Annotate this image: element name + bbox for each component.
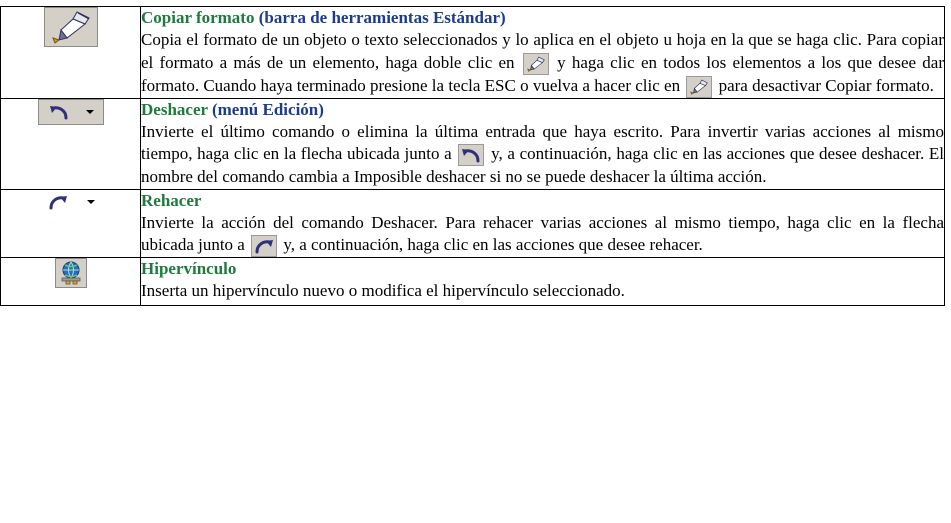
entry-title: Copiar formato (barra de herramientas Estándar) (141, 8, 506, 27)
entry-paragraph-3: para desactivar Copiar formato. (718, 75, 934, 95)
undo-arrow-icon (47, 102, 71, 122)
icon-cell (1, 258, 141, 306)
table-row (1, 258, 945, 306)
entry-paragraph-2: y haga clic en todos los elementos a los que desee dar formato. Cuando haya terminado presione la tecla ESC o vuelva a hacer clic en (141, 52, 945, 95)
entry-text-cell (141, 7, 945, 99)
icon-cell (1, 7, 141, 99)
table-row (1, 189, 945, 258)
format-painter-inline-icon-2[interactable] (686, 76, 712, 98)
entry-title: Rehacer (141, 190, 202, 210)
entry-body (141, 29, 944, 98)
entry-paragraph-2: y, a continuación, haga clic en las acciones que desee rehacer. (283, 235, 703, 255)
redo-dropdown-icon[interactable] (38, 190, 104, 216)
format-painter-icon[interactable] (44, 7, 98, 47)
table-row (1, 7, 945, 99)
redo-arrow-icon (46, 192, 70, 212)
chevron-down-icon[interactable] (87, 200, 95, 204)
icon-cell (1, 189, 141, 258)
entry-paragraph-1: Invierte el último comando o elimina la última entrada que haya escrito. Para invertir varias acciones al mismo tiempo, haga clic en la flecha ubicada junto a (141, 121, 944, 164)
entry-paragraph-1: Inserta un hipervínculo nuevo o modifica el hipervínculo seleccionado. (141, 281, 625, 301)
entry-text-cell (141, 258, 945, 306)
entry-title: Deshacer (menú Edición) (141, 99, 324, 119)
icon-cell (1, 98, 141, 189)
format-painter-inline-icon[interactable] (523, 53, 549, 75)
entry-body (141, 212, 944, 258)
entry-paragraph-2: y, a continuación, haga clic en las acciones que desee deshacer. El nombre del comando cambia a Imposible deshacer si no se puede deshacer la última acción. (141, 144, 945, 187)
undo-inline-icon[interactable] (458, 144, 484, 166)
entry-text-cell (141, 98, 945, 189)
redo-inline-icon[interactable] (251, 235, 277, 257)
toolbar-reference-table (0, 6, 945, 306)
hyperlink-icon[interactable] (55, 258, 87, 288)
entry-title: Hipervínculo (141, 259, 237, 279)
entry-body (141, 121, 944, 189)
entry-body (141, 280, 944, 303)
table-row (1, 98, 945, 189)
chevron-down-icon[interactable] (86, 110, 94, 114)
undo-dropdown-icon[interactable] (38, 99, 104, 125)
entry-text-cell (141, 189, 945, 258)
entry-paragraph-1: Copia el formato de un objeto o texto seleccionados y lo aplica en el objeto u hoja en la que se haga clic. Para copiar el formato a más de un elemento, haga doble clic en (141, 30, 944, 72)
entry-paragraph-1: Invierte la acción del comando Deshacer. Para rehacer varias acciones al mismo tiempo, haga clic en la flecha ubicada junto a (141, 212, 944, 255)
